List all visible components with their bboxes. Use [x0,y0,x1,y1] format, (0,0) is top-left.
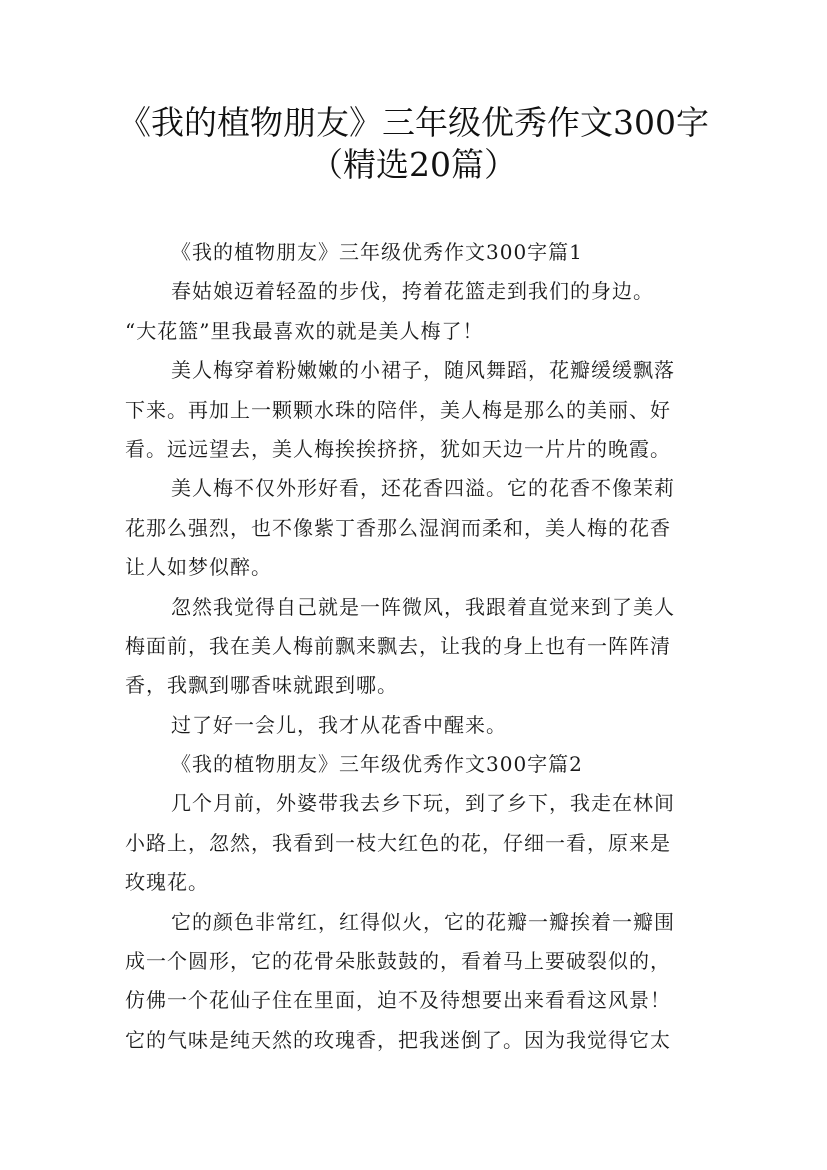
paragraph-line: 梅面前，我在美人梅前飘来飘去，让我的身上也有一阵阵清 [125,633,671,658]
document-body [125,233,715,1060]
paragraph-line: 春姑娘迈着轻盈的步伐，挎着花篮走到我们的身边。 [171,279,654,304]
paragraph-line: 过了好一会儿，我才从花香中醒来。 [171,712,507,737]
paragraph-line: 让人如梦似醉。 [125,555,272,580]
paragraph-line: 它的颜色非常红，红得似火，它的花瓣一瓣挨着一瓣围 [171,909,675,934]
paragraph-line: 仿佛一个花仙子住在里面，迫不及待想要出来看看这风景！ [125,988,671,1013]
essay-heading-2: 《我的植物朋友》三年级优秀作文300字篇2 [171,752,583,777]
document-title-line-1: 《我的植物朋友》三年级优秀作文300字 [118,103,709,142]
paragraph-line: 忽然我觉得自己就是一阵微风，我跟着直觉来到了美人 [171,594,675,619]
paragraph-line: 小路上，忽然，我看到一枝大红色的花，仔细一看，原来是 [125,830,671,855]
paragraph-line: 成一个圆形，它的花骨朵胀鼓鼓的，看着马上要破裂似的， [125,949,671,974]
paragraph-line: 香，我飘到哪香味就跟到哪。 [125,673,398,698]
paragraph-line: “大花篮”里我最喜欢的就是美人梅了！ [125,318,484,343]
paragraph-line: 看。远远望去，美人梅挨挨挤挤，犹如天边一片片的晚霞。 [125,436,671,461]
paragraph-line: 它的气味是纯天然的玫瑰香，把我迷倒了。因为我觉得它太 [125,1027,671,1052]
paragraph-line: 美人梅穿着粉嫩嫩的小裙子，随风舞蹈，花瓣缓缓飘落 [171,358,675,383]
document-title-line-2: （精选20篇） [310,145,517,184]
essay-heading-1: 《我的植物朋友》三年级优秀作文300字篇1 [171,240,583,264]
paragraph-line: 下来。再加上一颗颗水珠的陪伴，美人梅是那么的美丽、好 [125,397,671,422]
paragraph-line: 花那么强烈，也不像紫丁香那么湿润而柔和，美人梅的花香 [125,515,671,540]
paragraph-line: 几个月前，外婆带我去乡下玩，到了乡下，我走在林间 [171,791,675,816]
paragraph-line: 玫瑰花。 [125,870,209,895]
paragraph-line: 美人梅不仅外形好看，还花香四溢。它的花香不像茉莉 [171,476,675,501]
